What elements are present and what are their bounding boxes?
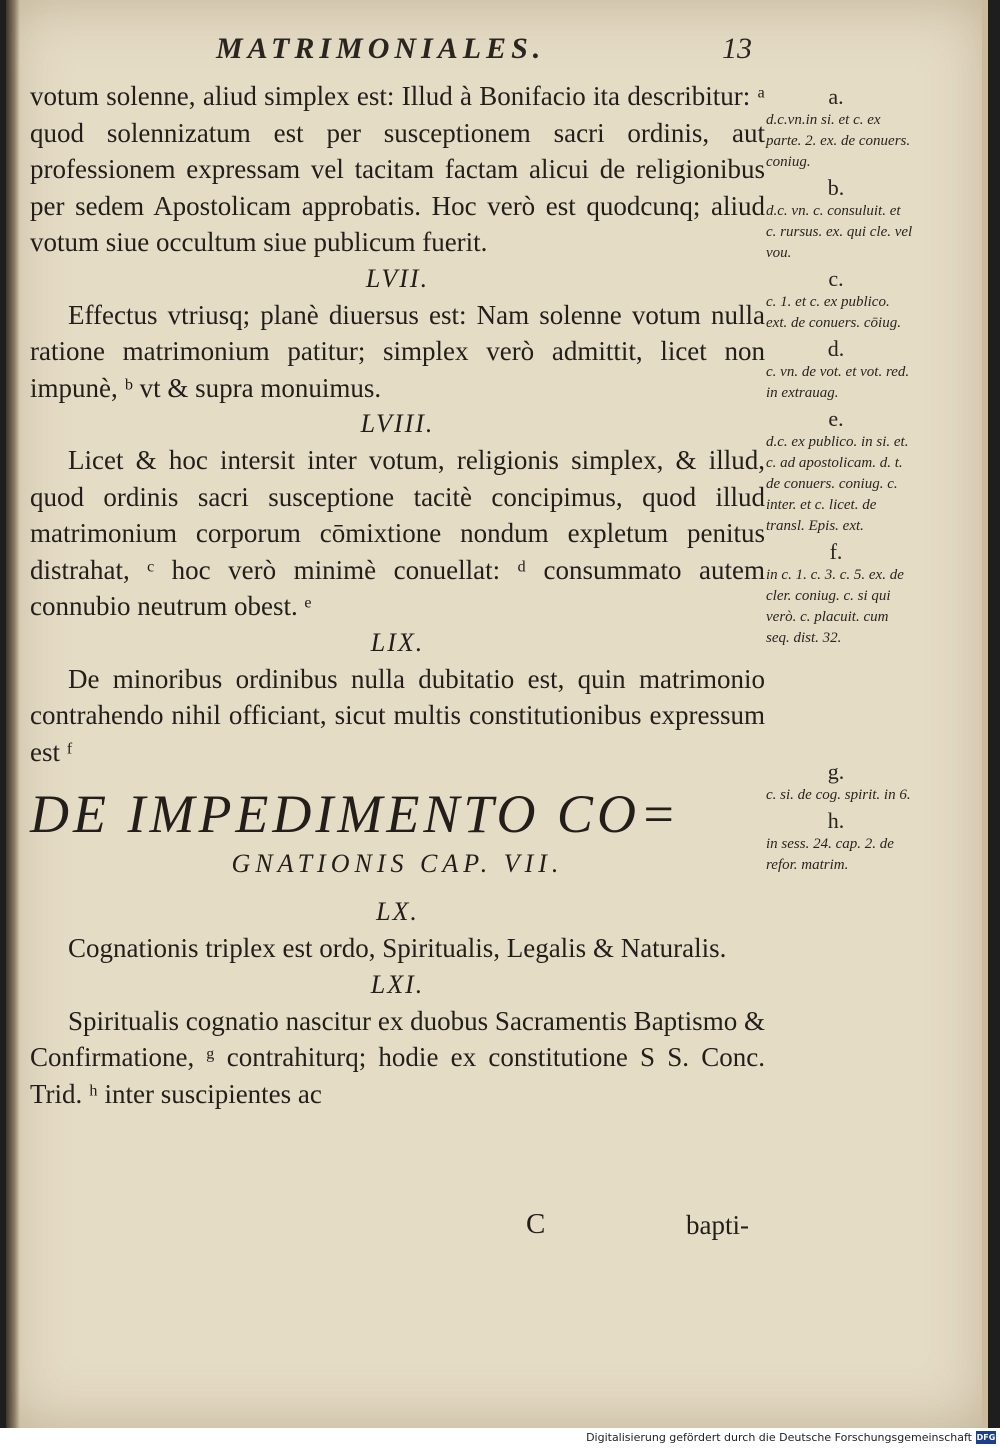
note-text: c. vn. de vot. et vot. red. in extrauag. [766,364,910,401]
section-number-57: LVII. [365,263,430,293]
dfg-logo-icon: DFG [976,1433,996,1442]
margin-note [766,266,914,334]
note-letter: a. [828,84,844,109]
section-number-61: LXI. [370,969,425,999]
margin-note [766,759,914,806]
note-text: in c. 1. c. 3. c. 5. ex. de cler. coniug. c. si qui verò. c. placuit. cum seq. dist. 32. [766,567,904,646]
note-letter: d. [827,336,845,361]
margin-note [766,406,914,537]
paragraph-57: Effectus vtriusq; planè diuersus est: Nam solenne votum nulla ratione matrimonium patitur; simplex verò admittit, licet non impunè, ᵇ vt & supra monuimus. [30,299,765,403]
note-text: in sess. 24. cap. 2. de refor. matrim. [766,836,894,873]
marginal-notes [766,84,914,878]
note-text: d.c.vn.in si. et c. ex parte. 2. ex. de conuers. coniug. [766,112,911,170]
note-letter: f. [829,539,843,564]
running-head: MATRIMONIALES. [216,32,546,65]
note-text: d.c. ex publico. in si. et. c. ad apostolicam. d. t. de conuers. coniug. c. inter. et c. licet. de transl. Epis. ext. [766,434,909,534]
page-edge [982,0,988,1428]
chapter-subheading: GNATIONIS CAP. VII. [231,849,564,878]
section-number-60: LX. [376,897,419,926]
margin-note [766,539,914,649]
section-number-58: LVIII. [360,409,435,438]
paragraph-59: De minoribus ordinibus nulla dubitatio est, quin matrimonio contrahendo nihil officiant, sicut multis constitutionibus expressum est ᶠ [30,663,765,767]
signature-mark: C [526,1208,546,1240]
margin-note [766,336,914,404]
funding-credit: Digitalisierung gefördert durch die Deutsche Forschungsgemeinschaft [586,1431,972,1444]
paragraph-60: Cognationis triplex est ordo, Spiritualis, Legalis & Naturalis. [68,933,727,963]
book-page [6,0,988,1428]
paragraph-61: Spiritualis cognatio nascitur ex duobus Sacramentis Baptismo & Confirmatione, ᵍ contrahiturq; hodie ex constitutione S S. Conc. Trid. ʰ inter suscipientes ac [30,1005,765,1109]
page-number: 13 [722,32,752,65]
note-letter: h. [827,808,845,833]
margin-note [766,175,914,264]
note-letter: c. [828,266,844,291]
paragraph-vows: votum solenne, aliud simplex est: Illud à Bonifacio ita describitur: ᵃ quod solennizatum est per susceptionem sacri ordinis, aut professionem expressam vel tacitam factam alicui de religionibus per sedem Apostolicam approbatis. Hoc verò est quodcunq; aliud votum siue occultum siue publicum fuerit. [30,81,765,257]
paragraph-58: Licet & hoc intersit inter votum, religionis simplex, & illud, quod ordinis sacri susceptione tacitè concipimus, quod illud matrimonium corporum cōmixtione nondum expletum penitus distrahat, ᶜ hoc verò minimè conuellat: ᵈ consummato autem connubio neutrum obest. ᵉ [30,445,765,621]
chapter-heading: DE IMPEDIMENTO CO= [30,784,681,844]
note-text: c. 1. et c. ex publico. ext. de conuers. cōiug. [766,294,901,331]
note-text: c. si. de cog. spirit. in 6. [766,787,911,803]
book-spine-shadow [6,0,20,1428]
section-number-59: LIX. [370,627,425,657]
margin-note [766,808,914,876]
note-letter: b. [827,175,845,200]
digitization-footer [0,1428,1000,1448]
main-text-column [30,78,765,1112]
note-letter: g. [827,759,845,784]
note-letter: e. [828,406,844,431]
note-text: d.c. vn. c. consuluit. et c. rursus. ex. qui cle. vel vou. [766,203,913,261]
margin-note [766,84,914,173]
catchword: bapti- [686,1210,749,1240]
